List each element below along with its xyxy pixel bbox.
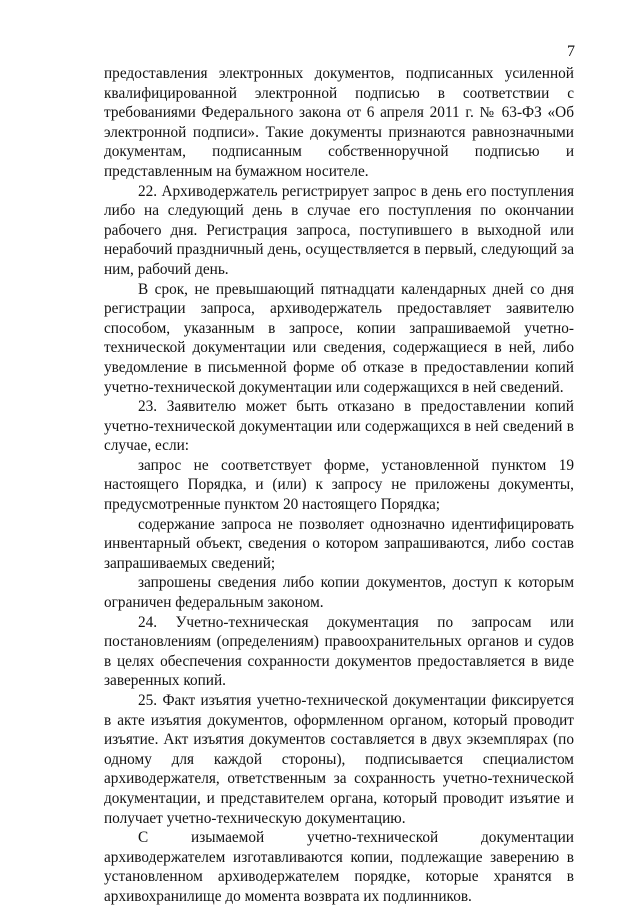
document-body xyxy=(104,64,574,907)
paragraph-23-item-1: запрос не соответствует форме, установленной пунктом 19 настоящего Порядка, и (или) к запросу не приложены документы, предусмотренные пунктом 20 настоящего Порядка; xyxy=(104,456,574,514)
paragraph-22-deadline: В срок, не превышающий пятнадцати календарных дней со дня регистрации запроса, архиводержатель предоставляет заявителю способом, указанным в запросе, копии запрашиваемой учетно-технической документации или сведения, содержащиеся в ней, либо уведомление в письменной форме об отказе в предоставлении копий учетно-технической документации или содержащихся в ней сведений. xyxy=(104,280,574,396)
paragraph-22: 22. Архиводержатель регистрирует запрос в день его поступления либо на следующий день в случае его поступления по окончании рабочего дня. Регистрация запроса, поступившего в выходной или нерабочий праздничный день, осуществляется в первый, следующий за ним, рабочий день. xyxy=(104,182,574,278)
page-number: 7 xyxy=(567,43,575,60)
paragraph-23-item-3: запрошены сведения либо копии документов, доступ к которым ограничен федеральным законом. xyxy=(104,574,574,612)
paragraph-25: 25. Факт изъятия учетно-технической документации фиксируется в акте изъятия документов, оформленном органом, который проводит изъятие. Акт изъятия документов составляется в двух экземплярах (по одному для каждой стороны), подписывается специалистом архиводержателя, ответственным за сохранность учетно-технической документации, и представителем органа, который проводит изъятие и получает учетно-техническую документацию. xyxy=(104,692,574,827)
paragraph-25-copies: С изымаемой учетно-технической документации архиводержателем изготавливаются копии, подлежащие заверению в установленном архиводержателем порядке, которые хранятся в архивохранилище до момента возврата их подлинников. xyxy=(104,829,574,905)
paragraph-continuation: предоставления электронных документов, подписанных усиленной квалифицированной электронной подписью в соответствии с требованиями Федерального закона от 6 апреля 2011 г. № 63-ФЗ «Об электронной подписи». Такие документы признаются равнозначными документам, подписанным собственноручной подписью и представленным на бумажном носителе. xyxy=(104,65,574,180)
paragraph-24: 24. Учетно-техническая документация по запросам или постановлениям (определениям) правоохранительных органов и судов в целях обеспечения сохранности документов предоставляется в виде заверенных копий. xyxy=(104,613,574,690)
paragraph-23-item-2: содержание запроса не позволяет однозначно идентифицировать инвентарный объект, сведения о котором запрашиваются, либо состав запрашиваемых сведений; xyxy=(104,515,574,572)
paragraph-23: 23. Заявителю может быть отказано в предоставлении копий учетно-технической документации или содержащихся в ней сведений в случае, если: xyxy=(104,398,574,455)
